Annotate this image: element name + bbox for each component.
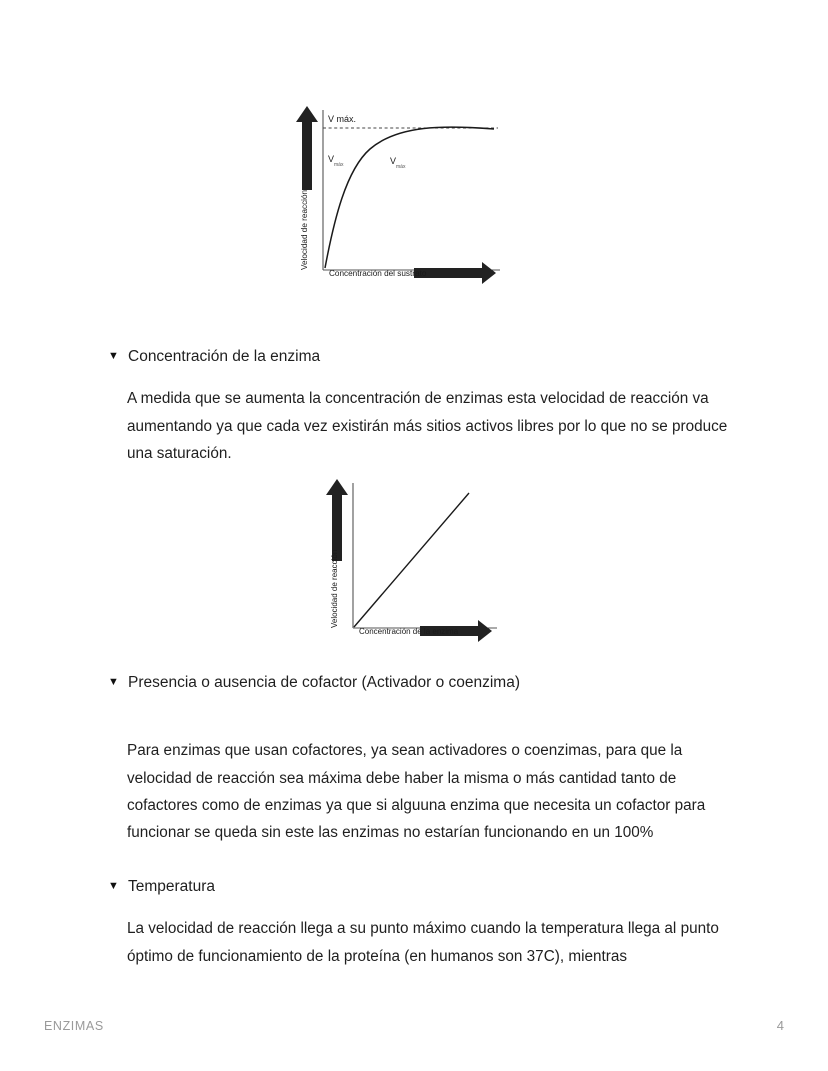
vmax-curve-label	[390, 156, 406, 170]
y-axis-arrow-icon	[296, 106, 318, 190]
linear-trend-line	[354, 493, 469, 627]
footer-page-number: 4	[776, 1018, 784, 1033]
vmax-axis-tick-label-main: V	[328, 154, 335, 164]
saturation-curve	[325, 127, 494, 268]
x-axis-title: Concentración de la enzima	[359, 627, 459, 636]
section-enzyme-concentration	[0, 346, 828, 467]
substrate-concentration-figure	[0, 100, 828, 290]
section-paragraph-enzyme-concentration: A medida que se aumenta la concentración de enzimas esta velocidad de reacción va aumentando ya que cada vez existirán más sitios activos libres por lo que no se produce una saturación.	[127, 390, 728, 462]
vmax-asymptote-label: V máx.	[328, 114, 357, 124]
section-heading-temperature	[108, 876, 738, 898]
section-heading-cofactor	[108, 672, 738, 694]
footer-document-title: ENZIMAS	[44, 1019, 104, 1033]
section-heading-label: Temperatura	[128, 878, 216, 895]
section-paragraph-cofactor: Para enzimas que usan cofactores, ya sean activadores o coenzimas, para que la velocidad de reacción sea máxima debe haber la misma o más cantidad tanto de cofactores como de enzimas ya que si alguuna enzima que necesita un cofactor para funcionar se queda sin este las enzimas no estarían funcionando en un 100%	[127, 742, 706, 842]
y-axis-title: Velocidad de reacción	[330, 549, 339, 628]
y-axis-arrow-icon	[326, 479, 348, 561]
page-footer	[44, 1018, 784, 1033]
vmax-curve-label-main: V	[390, 156, 397, 166]
section-heading-enzyme-concentration	[108, 346, 738, 368]
section-temperature	[0, 876, 828, 970]
section-heading-label: Presencia o ausencia de cofactor (Activador o coenzima)	[128, 674, 521, 691]
enzyme-concentration-chart	[319, 473, 509, 645]
substrate-concentration-chart	[294, 100, 534, 290]
vmax-curve-label-sub: máx	[396, 164, 406, 170]
vmax-axis-tick-label-sub: máx	[334, 162, 344, 168]
triangle-down-icon: ▼	[108, 350, 119, 362]
triangle-down-icon: ▼	[108, 676, 119, 688]
x-axis-title: Concentración del sustrato	[329, 269, 427, 278]
section-paragraph-temperature: La velocidad de reacción llega a su punto máximo cuando la temperatura llega al punto óptimo de funcionamiento de la proteína (en humanos son 37C), mientras	[127, 920, 719, 965]
section-heading-label: Concentración de la enzima	[128, 348, 321, 365]
y-axis-title: Velocidad de reacción	[300, 189, 309, 270]
triangle-down-icon: ▼	[108, 880, 119, 892]
section-cofactor	[0, 672, 828, 846]
vmax-axis-tick-label	[328, 154, 344, 168]
enzyme-concentration-figure	[0, 473, 828, 645]
